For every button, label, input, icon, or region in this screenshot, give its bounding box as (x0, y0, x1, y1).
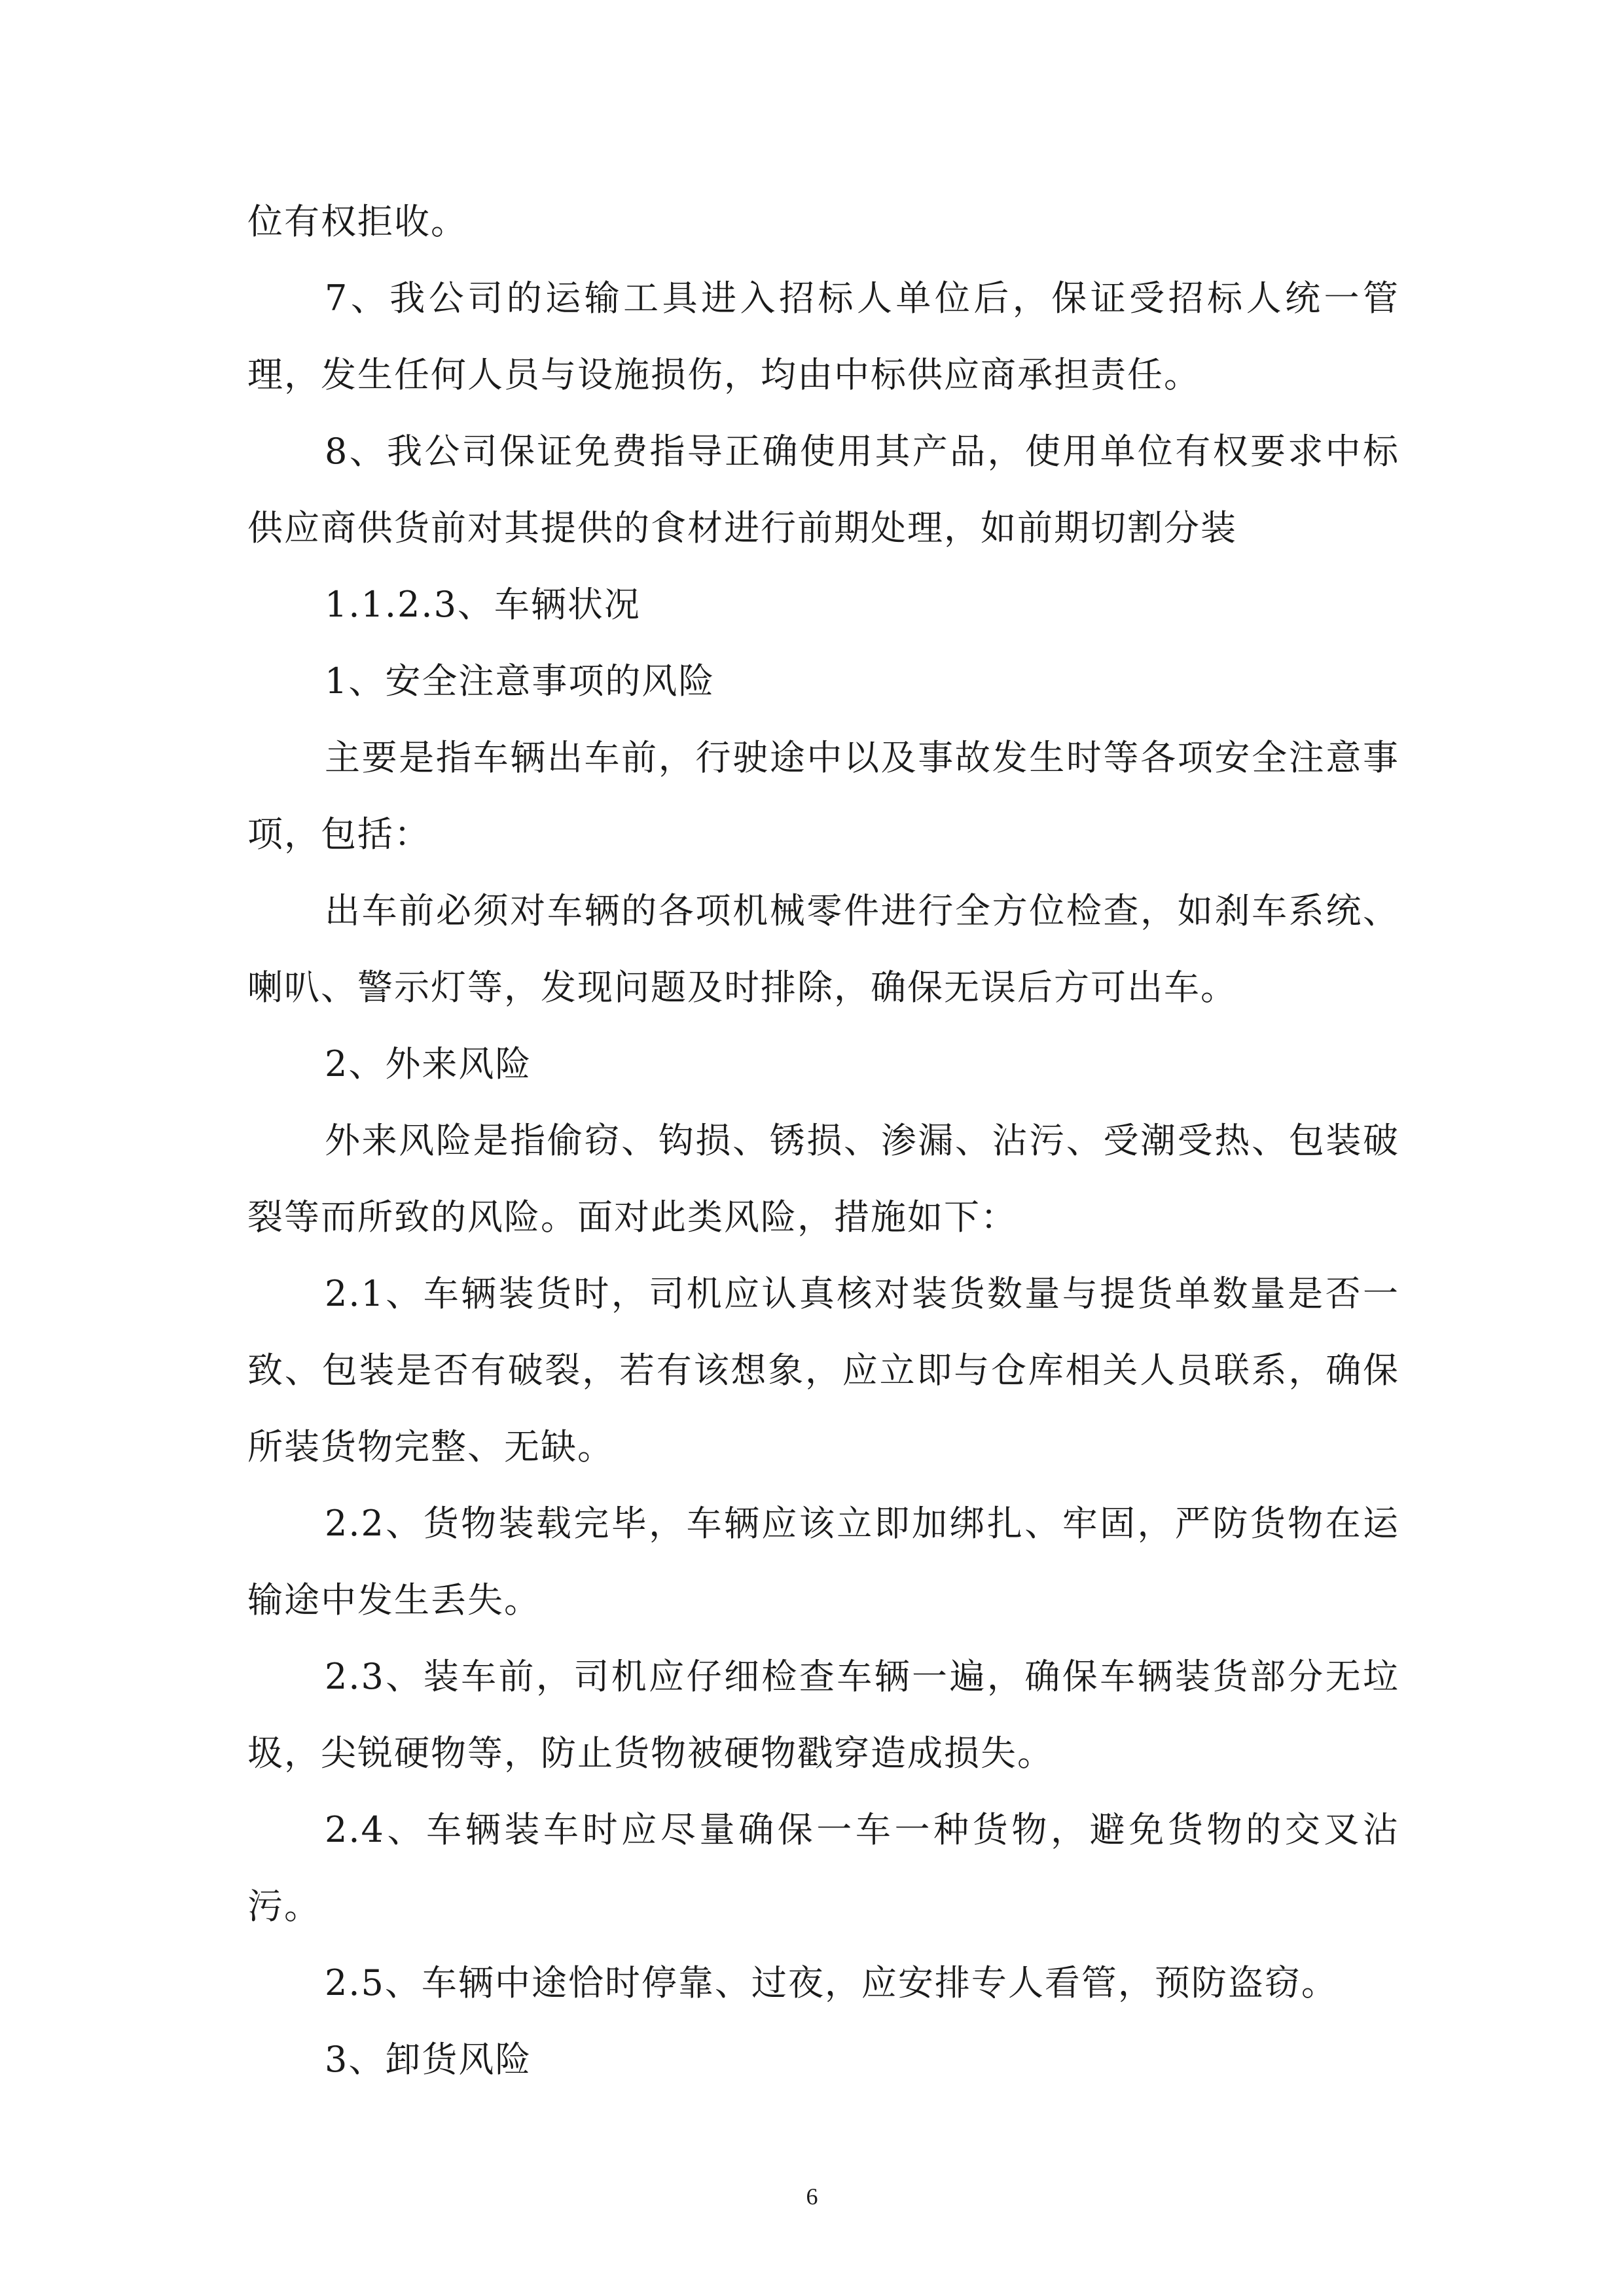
paragraph: 主要是指车辆出车前，行驶途中以及事故发生时等各项安全注意事项，包括： (247, 737, 1399, 855)
page-number: 6 (806, 2183, 818, 2210)
subsection-heading: 1、安全注意事项的风险 (325, 660, 715, 702)
list-item: 2.4、车辆装车时应尽量确保一车一种货物，避免货物的交叉沾污。 (247, 1809, 1399, 1927)
list-item: 2.3、装车前，司机应仔细检查车辆一遍，确保车辆装货部分无垃圾，尖锐硬物等，防止货物被硬物戳穿造成损失。 (247, 1656, 1399, 1774)
subsection-heading: 2、外来风险 (325, 1043, 532, 1085)
section-heading: 1.1.2.3、车辆状况 (325, 584, 641, 625)
body-text (247, 183, 1399, 2098)
paragraph: 出车前必须对车辆的各项机械零件进行全方位检查，如刹车系统、喇叭、警示灯等，发现问题及时排除，确保无误后方可出车。 (247, 890, 1399, 1008)
subsection-heading: 3、卸货风险 (325, 2039, 532, 2080)
paragraph: 外来风险是指偷窃、钩损、锈损、渗漏、沾污、受潮受热、包装破裂等而所致的风险。面对此类风险，措施如下： (247, 1120, 1399, 1238)
paragraph: 8、我公司保证免费指导正确使用其产品，使用单位有权要求中标供应商供货前对其提供的食材进行前期处理，如前期切割分装 (247, 431, 1399, 548)
paragraph: 位有权拒收。 (247, 201, 467, 242)
list-item: 2.5、车辆中途恰时停靠、过夜，应安排专人看管，预防盗窃。 (325, 1962, 1338, 2003)
list-item: 2.1、车辆装货时，司机应认真核对装货数量与提货单数量是否一致、包装是否有破裂，若有该想象，应立即与仓库相关人员联系，确保所装货物完整、无缺。 (247, 1273, 1399, 1467)
list-item: 2.2、货物装载完毕，车辆应该立即加绑扎、牢固，严防货物在运输途中发生丢失。 (247, 1503, 1399, 1621)
paragraph: 7、我公司的运输工具进入招标人单位后，保证受招标人统一管理，发生任何人员与设施损伤，均由中标供应商承担责任。 (247, 278, 1399, 395)
